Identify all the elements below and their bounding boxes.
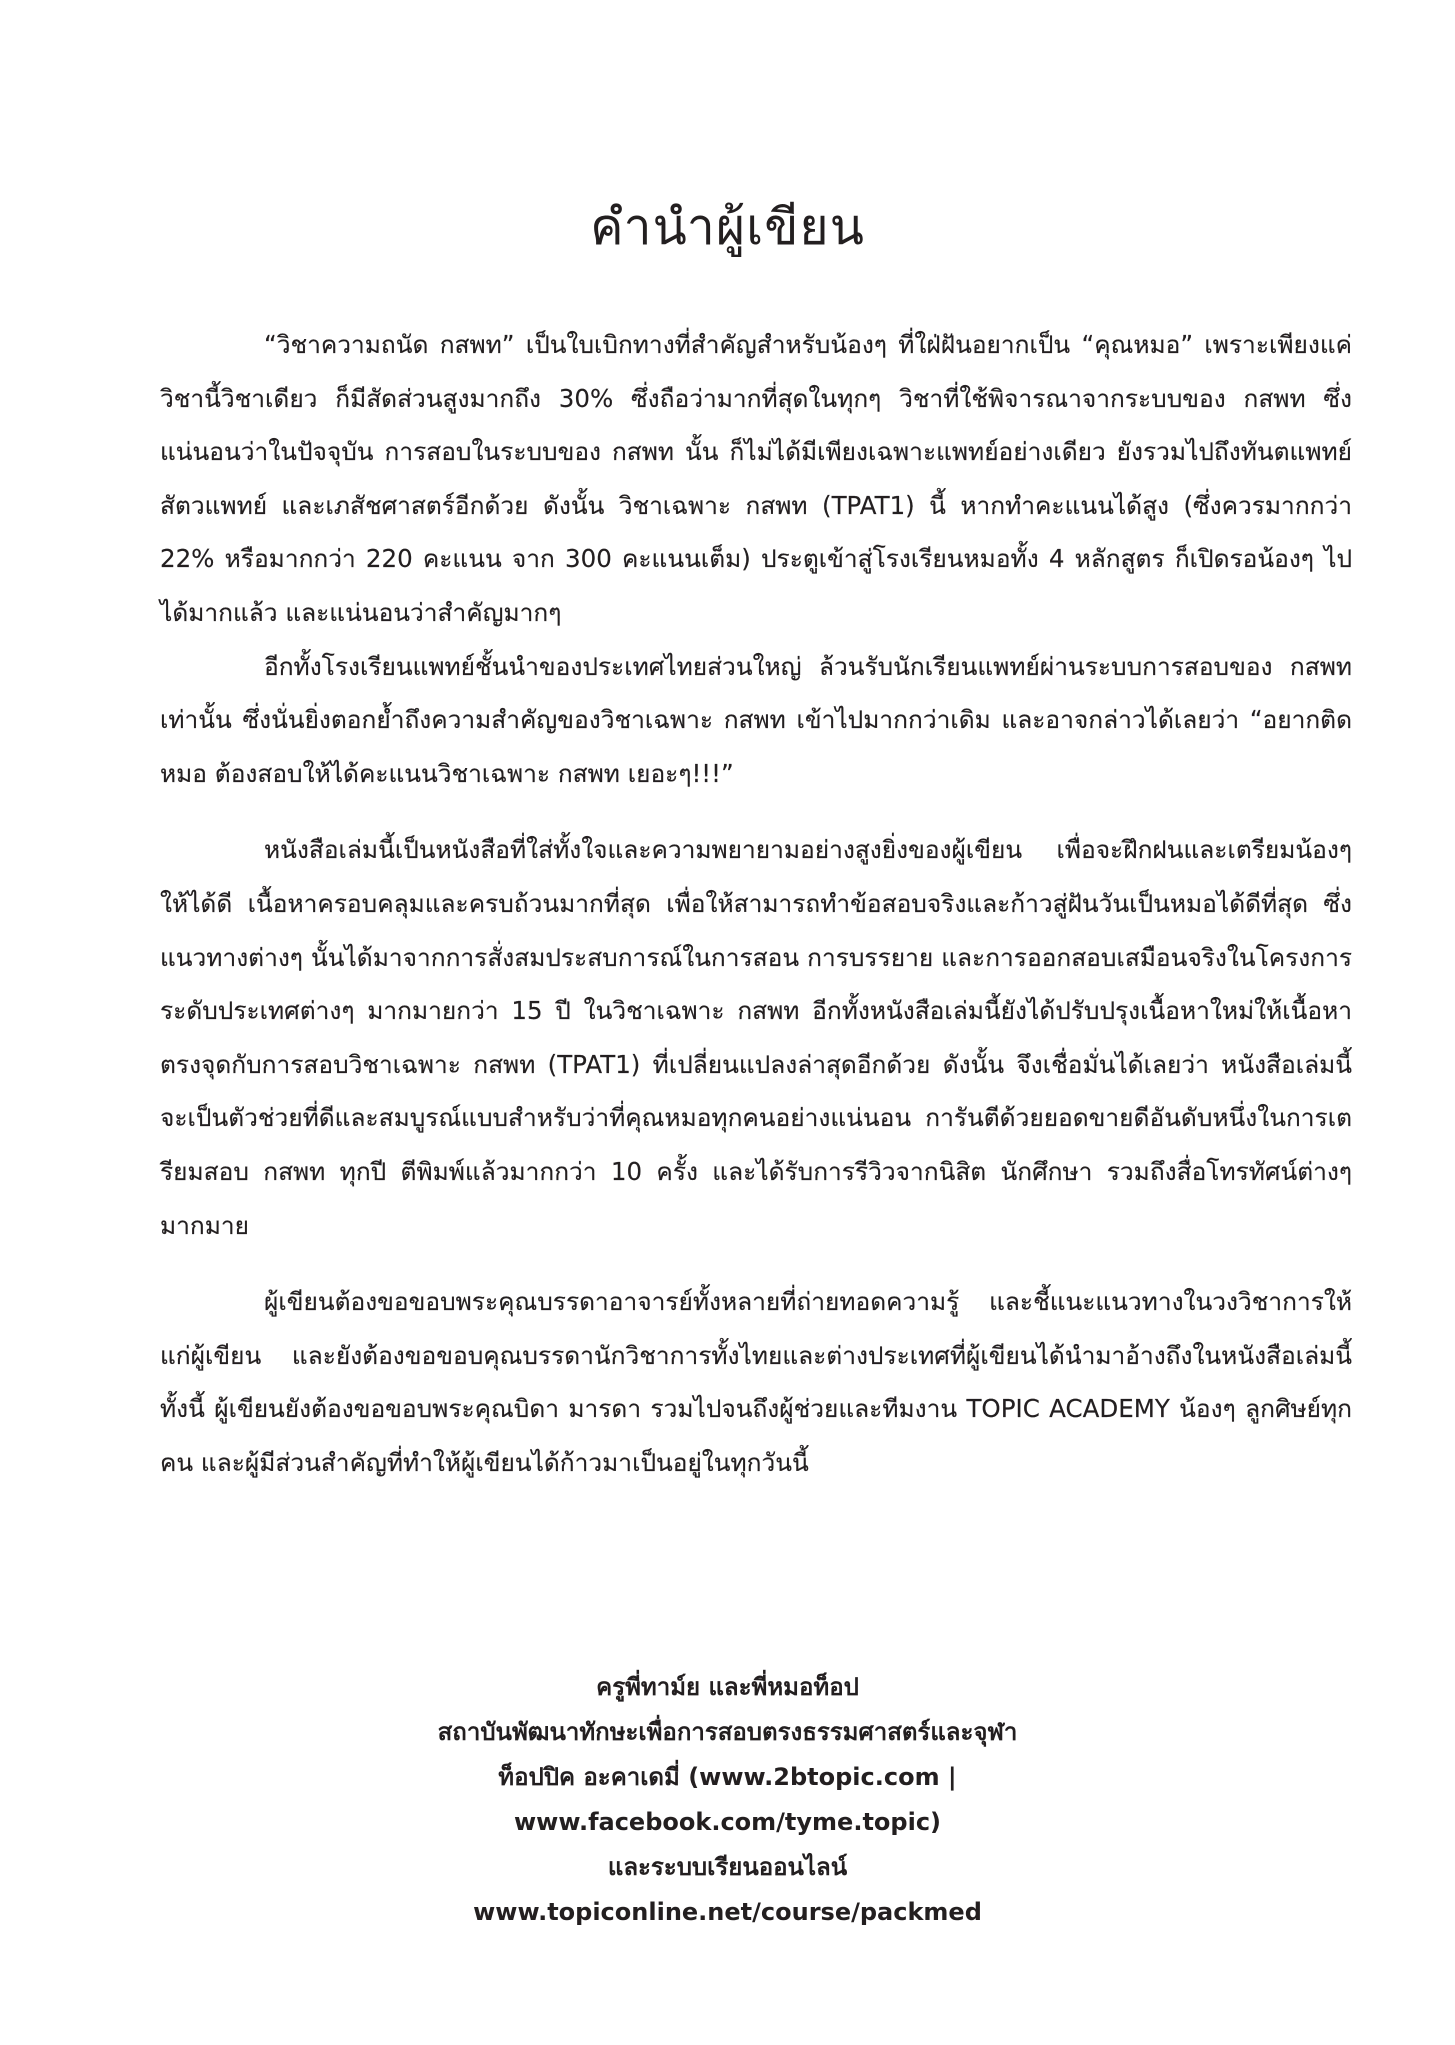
- preface-paragraph-4: ผู้เขียนต้องขอขอบพระคุณบรรดาอาจารย์ทั้งหลายที่ถ่ายทอดความรู้ และชี้แนะแนวทางในวงวิชาการให้แก่ผู้เขียน และยังต้องขอขอบคุณบรรดานักวิชาการทั้งไทยและต่างประเทศที่ผู้เขียนได้นำมาอ้างถึงในหนังสือเล่มนี้ ทั้งนี้ ผู้เขียนยังต้องขอขอบพระคุณบิดา มารดา รวมไปจนถึงผู้ช่วยและทีมงาน TOPIC ACADEMY น้องๆ ลูกศิษย์ทุกคน และผู้มีส่วนสำคัญที่ทำให้ผู้เขียนได้ก้าวมาเป็นอยู่ในทุกวันนี้: [160, 1287, 1352, 1477]
- signature-institute: สถาบันพัฒนาทักษะเพื่อการสอบตรงธรรมศาสตร์และจุฬา: [437, 1718, 1018, 1746]
- preface-body: [160, 318, 1352, 1489]
- preface-paragraph-2: อีกทั้งโรงเรียนแพทย์ชั้นนำของประเทศไทยส่วนใหญ่ ล้วนรับนักเรียนแพทย์ผ่านระบบการสอบของ กสพท เท่านั้น ซึ่งนั่นยิ่งตอกย้ำถึงความสำคัญของวิชาเฉพาะ กสพท เข้าไปมากกว่าเดิม และอาจกล่าวได้เลยว่า “อยากติดหมอ ต้องสอบให้ได้คะแนนวิชาเฉพาะ กสพท เยอะๆ!!!”: [160, 651, 1352, 788]
- signature-authors: ครูพี่ทาม์ย และพี่หมอท็อป: [596, 1673, 859, 1701]
- preface-paragraph-1: “วิชาความถนัด กสพท” เป็นใบเบิกทางที่สำคัญสำหรับน้องๆ ที่ใฝ่ฝันอยากเป็น “คุณหมอ” เพราะเพียงแค่วิชานี้วิชาเดียว ก็มีสัดส่วนสูงมากถึง 30% ซึ่งถือว่ามากที่สุดในทุกๆ วิชาที่ใช้พิจารณาจากระบบของ กสพท ซึ่งแน่นอนว่าในปัจจุบัน การสอบในระบบของ กสพท นั้น ก็ไม่ได้มีเพียงเฉพาะแพทย์อย่างเดียว ยังรวมไปถึงทันตแพทย์ สัตวแพทย์ และเภสัชศาสตร์อีกด้วย ดังนั้น วิชาเฉพาะ กสพท (TPAT1) นี้ หากทำคะแนนได้สูง (ซึ่งควรมากกว่า 22% หรือมากกว่า 220 คะแนน จาก 300 คะแนนเต็ม) ประตูเข้าสู่โรงเรียนหมอทั้ง 4 หลักสูตร ก็เปิดรอน้องๆ ไปได้มากแล้ว และแน่นอนว่าสำคัญมากๆ: [160, 330, 1352, 627]
- signature-academy: ท็อปปิค อะคาเดมี่ (www.2btopic.com | www.facebook.com/tyme.topic): [498, 1763, 957, 1836]
- signature-online: และระบบเรียนออนไลน์ www.topiconline.net/course/packmed: [473, 1853, 982, 1926]
- page-title: คำนำผู้เขียน: [590, 198, 865, 256]
- signature-block: [0, 1665, 1455, 1935]
- preface-paragraph-3: หนังสือเล่มนี้เป็นหนังสือที่ใส่ทั้งใจและความพยายามอย่างสูงยิ่งของผู้เขียน เพื่อจะฝึกฝนและเตรียมน้องๆ ให้ได้ดี เนื้อหาครอบคลุมและครบถ้วนมากที่สุด เพื่อให้สามารถทำข้อสอบจริงและก้าวสู่ฝันวันเป็นหมอได้ดีที่สุด ซึ่งแนวทางต่างๆ นั้นได้มาจากการสั่งสมประสบการณ์ในการสอน การบรรยาย และการออกสอบเสมือนจริงในโครงการระดับประเทศต่างๆ มากมายกว่า 15 ปี ในวิชาเฉพาะ กสพท อีกทั้งหนังสือเล่มนี้ยังได้ปรับปรุงเนื้อหาใหม่ให้เนื้อหาตรงจุดกับการสอบวิชาเฉพาะ กสพท (TPAT1) ที่เปลี่ยนแปลงล่าสุดอีกด้วย ดังนั้น จึงเชื่อมั่นได้เลยว่า หนังสือเล่มนี้จะเป็นตัวช่วยที่ดีและสมบูรณ์แบบสำหรับว่าที่คุณหมอทุกคนอย่างแน่นอน การันตีด้วยยอดขายดีอันดับหนึ่งในการเตรียมสอบ กสพท ทุกปี ตีพิมพ์แล้วมากกว่า 10 ครั้ง และได้รับการรีวิวจากนิสิต นักศึกษา รวมถึงสื่อโทรทัศน์ต่างๆ มากมาย: [160, 835, 1352, 1240]
